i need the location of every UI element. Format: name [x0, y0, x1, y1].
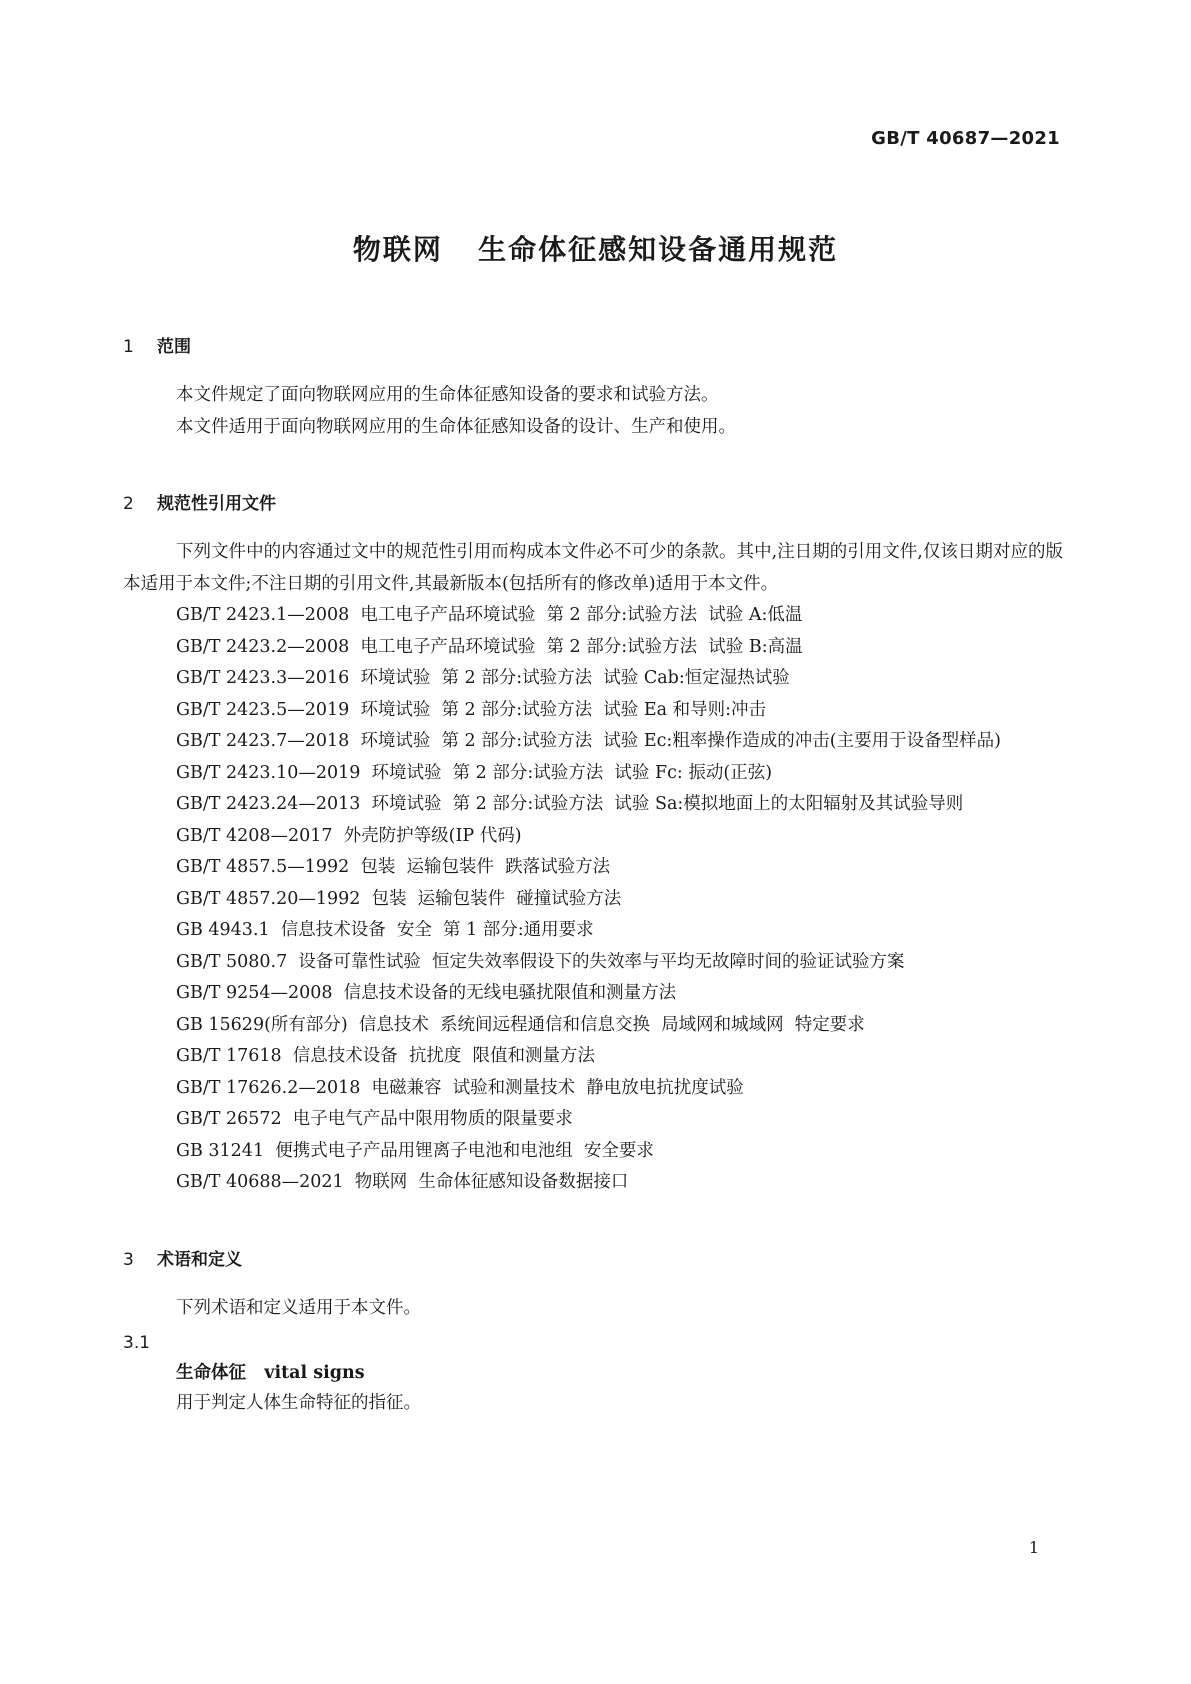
reference-item: GB/T 4857.20—1992 包装 运输包装件 碰撞试验方法	[176, 888, 622, 909]
reference-item: GB 15629(所有部分) 信息技术 系统间远程通信和信息交换 局域网和城域网 特定要求	[176, 1014, 865, 1035]
document-title	[0, 228, 1191, 268]
term-name-zh: 生命体征	[176, 1363, 246, 1383]
section-3-intro: 下列术语和定义适用于本文件。	[176, 1297, 421, 1318]
reference-item: GB/T 40688—2021 物联网 生命体征感知设备数据接口	[176, 1172, 629, 1192]
reference-item: GB/T 17618 信息技术设备 抗扰度 限值和测量方法	[176, 1046, 596, 1066]
section-1-title: 范围	[157, 337, 191, 357]
reference-item: GB/T 2423.5—2019 环境试验 第 2 部分:试验方法 试验 Ea 和导则:冲击	[176, 699, 766, 720]
section-2-title: 规范性引用文件	[157, 494, 276, 514]
title-part-2: 生命体征感知设备通用规范	[478, 233, 839, 266]
reference-item: GB/T 4857.5—1992 包装 运输包装件 跌落试验方法	[176, 857, 611, 877]
section-3-number: 3	[123, 1249, 134, 1270]
section-3-heading	[123, 1247, 1063, 1273]
reference-list	[123, 600, 1063, 1199]
section-3-title: 术语和定义	[157, 1249, 242, 1270]
reference-item: GB 4943.1 信息技术设备 安全 第 1 部分:通用要求	[176, 920, 594, 940]
reference-item: GB/T 2423.7—2018 环境试验 第 2 部分:试验方法 试验 Ec:粗率操作造成的冲击(主要用于设备型样品)	[176, 731, 1001, 751]
reference-item: GB/T 2423.1—2008 电工电子产品环境试验 第 2 部分:试验方法 试验 A:低温	[176, 605, 803, 625]
reference-item: GB 31241 便携式电子产品用锂离子电池和电池组 安全要求	[176, 1140, 654, 1161]
section-2-heading	[123, 491, 1063, 517]
reference-item: GB/T 17626.2—2018 电磁兼容 试验和测量技术 静电放电抗扰度试验	[176, 1077, 744, 1098]
section-1-paragraph: 本文件规定了面向物联网应用的生命体征感知设备的要求和试验方法。	[176, 385, 719, 405]
term-number: 3.1	[123, 1333, 151, 1353]
page-number: 1	[1028, 1538, 1039, 1557]
document-body	[123, 334, 1063, 1418]
term-name-en: vital signs	[264, 1363, 365, 1383]
section-1-heading	[123, 334, 1063, 360]
term-name	[123, 1358, 1063, 1388]
section-1-number: 1	[123, 337, 134, 357]
reference-item: GB/T 26572 电子电气产品中限用物质的限量要求	[176, 1109, 573, 1129]
section-2-number: 2	[123, 494, 134, 514]
term-definition: 用于判定人体生命特征的指征。	[176, 1393, 421, 1413]
reference-item: GB/T 2423.3—2016 环境试验 第 2 部分:试验方法 试验 Cab:恒定湿热试验	[176, 668, 790, 688]
standard-code: GB/T 40687—2021	[871, 128, 1060, 149]
section-1-paragraph: 本文件适用于面向物联网应用的生命体征感知设备的设计、生产和使用。	[176, 416, 736, 437]
reference-item: GB/T 2423.2—2008 电工电子产品环境试验 第 2 部分:试验方法 试验 B:高温	[176, 636, 803, 657]
reference-item: GB/T 2423.24—2013 环境试验 第 2 部分:试验方法 试验 Sa:模拟地面上的太阳辐射及其试验导则	[176, 794, 964, 814]
reference-item: GB/T 9254—2008 信息技术设备的无线电骚扰限值和测量方法	[176, 983, 677, 1003]
reference-item: GB/T 2423.10—2019 环境试验 第 2 部分:试验方法 试验 Fc: 振动(正弦)	[176, 762, 773, 783]
title-part-1: 物联网	[352, 233, 443, 266]
section-2-intro: 下列文件中的内容通过文中的规范性引用而构成本文件必不可少的条款。其中,注日期的引用文件,仅该日期对应的版本适用于本文件;不注日期的引用文件,其最新版本(包括所有的修改单)适用于本文件。	[123, 542, 1063, 594]
reference-item: GB/T 4208—2017 外壳防护等级(IP 代码)	[176, 825, 522, 846]
reference-item: GB/T 5080.7 设备可靠性试验 恒定失效率假设下的失效率与平均无故障时间的验证试验方案	[176, 951, 905, 972]
